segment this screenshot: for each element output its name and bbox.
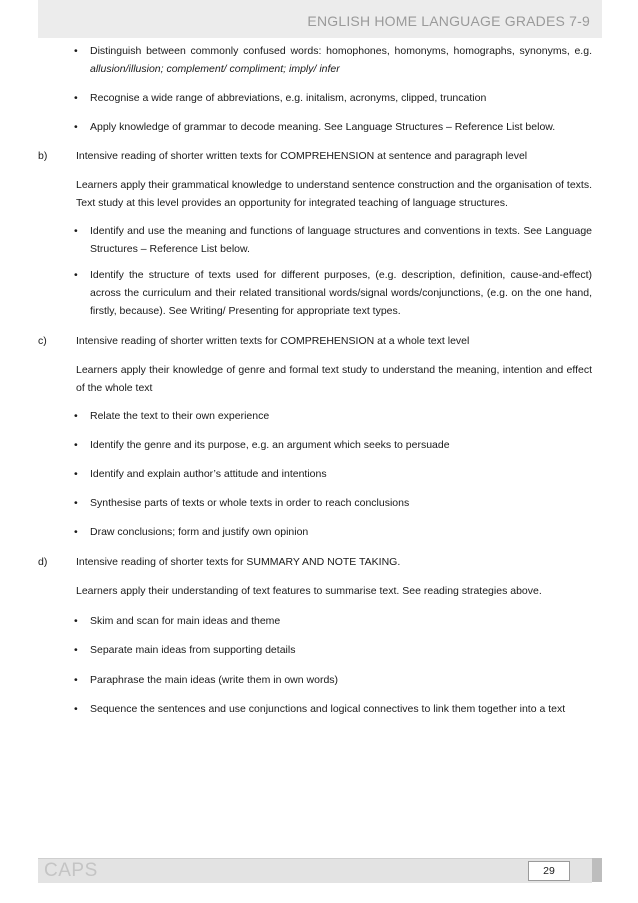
- bullet-icon: •: [74, 703, 78, 715]
- bullet-text: Draw conclusions; form and justify own opinion: [90, 526, 309, 538]
- section-letter: d): [38, 556, 48, 568]
- bullet-text: Identify the genre and its purpose, e.g. an argument which seeks to persuade: [90, 439, 450, 451]
- bullet-text: Paraphrase the main ideas (write them in own words): [90, 674, 339, 686]
- page-number: 29: [528, 861, 570, 881]
- bullet-example: allusion/illusion; complement/ compliment; imply/ infer: [90, 63, 340, 75]
- bullet-text: Relate the text to their own experience: [90, 410, 270, 422]
- bullet-icon: •: [74, 497, 78, 509]
- bullet-icon: •: [74, 45, 78, 57]
- section-title: Intensive reading of shorter texts for SUMMARY AND NOTE TAKING.: [76, 556, 401, 568]
- section-intro: Learners apply their knowledge of genre and formal text study to understand the meaning, intention and effect of the whole text: [76, 364, 592, 394]
- section-intro: Learners apply their understanding of text features to summarise text. See reading strategies above.: [76, 585, 542, 597]
- bullet-icon: •: [74, 225, 78, 237]
- bullet-icon: •: [74, 121, 78, 133]
- bullet-text: Recognise a wide range of abbreviations, e.g. initalism, acronyms, clipped, truncation: [90, 92, 487, 104]
- footer-label: CAPS: [44, 860, 98, 881]
- bullet-icon: •: [74, 615, 78, 627]
- section-intro: Learners apply their grammatical knowledge to understand sentence construction and the organisation of texts. Text study at this level provides an opportunity for integrated teaching of language structures.: [76, 179, 592, 209]
- bullet-text: Skim and scan for main ideas and theme: [90, 615, 281, 627]
- footer-tab: [592, 858, 602, 882]
- bullet-text: Sequence the sentences and use conjunctions and logical connectives to link them together into a text: [90, 703, 566, 715]
- bullet-text: Identify and explain author’s attitude and intentions: [90, 468, 327, 480]
- section-letter: c): [38, 335, 47, 347]
- bullet-icon: •: [74, 92, 78, 104]
- bullet-icon: •: [74, 269, 78, 281]
- section-title: Intensive reading of shorter written texts for COMPREHENSION at sentence and paragraph level: [76, 150, 528, 162]
- footer-band: [38, 858, 592, 883]
- bullet-text: Separate main ideas from supporting details: [90, 644, 296, 656]
- bullet-icon: •: [74, 410, 78, 422]
- bullet-text: Apply knowledge of grammar to decode meaning. See Language Structures – Reference List below.: [90, 121, 556, 133]
- bullet-text: Distinguish between commonly confused words: homophones, homonyms, homographs, synonyms, e.g.: [90, 45, 592, 57]
- section-letter: b): [38, 150, 48, 162]
- bullet-text: Identify and use the meaning and functions of language structures and conventions in texts. See Language Structures – Reference List below.: [90, 225, 592, 255]
- document-title: ENGLISH HOME LANGUAGE GRADES 7-9: [307, 13, 590, 29]
- section-title: Intensive reading of shorter written texts for COMPREHENSION at a whole text level: [76, 335, 470, 347]
- bullet-icon: •: [74, 439, 78, 451]
- bullet-icon: •: [74, 526, 78, 538]
- bullet-icon: •: [74, 644, 78, 656]
- bullet-text: Synthesise parts of texts or whole texts in order to reach conclusions: [90, 497, 410, 509]
- bullet-text: Identify the structure of texts used for different purposes, (e.g. description, definition, cause-and-effect) across the curriculum and their related transitional words/signal words/conjunctions, (e.g. on the one hand, firstly, because). See Writing/ Presenting for appropriate text types.: [90, 269, 592, 317]
- bullet-icon: •: [74, 674, 78, 686]
- bullet-icon: •: [74, 468, 78, 480]
